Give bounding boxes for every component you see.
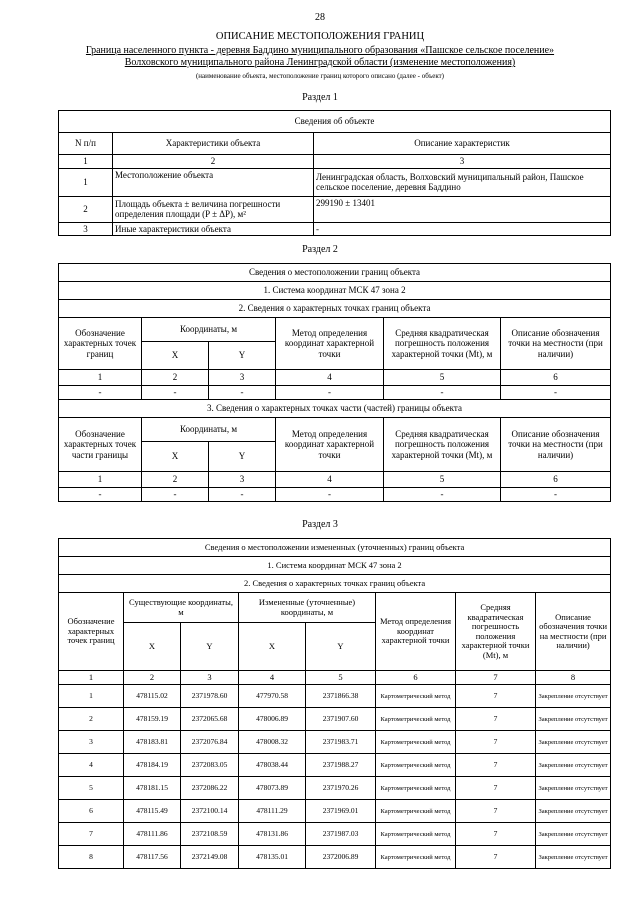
row-index: 3 <box>59 222 113 236</box>
col-number: 7 <box>456 671 536 685</box>
header-point-part: Обозначение характерных точек части границы <box>59 418 142 472</box>
table-row <box>59 708 611 731</box>
col-number: 5 <box>306 671 376 685</box>
table-row <box>59 754 611 777</box>
col-number: 4 <box>239 671 306 685</box>
changed-y: 2372006.89 <box>306 846 376 869</box>
existing-x: 478115.02 <box>124 685 181 708</box>
point-description: Закрепление отсутствует <box>536 708 611 731</box>
existing-y: 2372076.84 <box>181 731 239 754</box>
section3-rows <box>59 685 611 869</box>
error: 7 <box>456 708 536 731</box>
point-id: 5 <box>59 777 124 800</box>
changed-y: 2371907.60 <box>306 708 376 731</box>
point-description: Закрепление отсутствует <box>536 731 611 754</box>
table-row <box>59 777 611 800</box>
method: Картометрический метод <box>376 846 456 869</box>
subtitle-line-2: Волховского муниципального района Ленинградской области (изменение местоположения) <box>124 57 516 68</box>
header-changed-coordinates: Измененные (уточненные) координаты, м <box>239 593 376 623</box>
header-coordinates: Координаты, м <box>142 418 276 442</box>
dash-cell: - <box>276 386 384 400</box>
method: Картометрический метод <box>376 708 456 731</box>
col-number: 3 <box>209 472 276 488</box>
method: Картометрический метод <box>376 823 456 846</box>
section3-heading: Раздел 3 <box>302 519 338 530</box>
section2-heading: Раздел 2 <box>302 244 338 255</box>
error: 7 <box>456 800 536 823</box>
method: Картометрический метод <box>376 800 456 823</box>
point-description: Закрепление отсутствует <box>536 846 611 869</box>
header-description: Описание характеристик <box>314 133 611 155</box>
changed-x: 478111.29 <box>239 800 306 823</box>
dash-cell: - <box>142 386 209 400</box>
header-description: Описание обозначения точки на местности (при наличии) <box>501 418 611 472</box>
dash-cell: - <box>59 488 142 502</box>
header-x: X <box>239 623 306 671</box>
table-row <box>59 488 611 502</box>
changed-x: 478008.32 <box>239 731 306 754</box>
error: 7 <box>456 846 536 869</box>
col-number: 1 <box>59 370 142 386</box>
existing-x: 478117.56 <box>124 846 181 869</box>
method: Картометрический метод <box>376 685 456 708</box>
error: 7 <box>456 823 536 846</box>
existing-y: 2371978.60 <box>181 685 239 708</box>
point-id: 3 <box>59 731 124 754</box>
point-description: Закрепление отсутствует <box>536 754 611 777</box>
existing-x: 478115.49 <box>124 800 181 823</box>
changed-y: 2371866.38 <box>306 685 376 708</box>
dash-cell: - <box>59 386 142 400</box>
table-row <box>59 823 611 846</box>
subtitle-note: (наименование объекта, местоположение границ которого описано (далее - объект) <box>195 72 445 80</box>
col-number: 4 <box>276 370 384 386</box>
changed-x: 478073.89 <box>239 777 306 800</box>
header-y: Y <box>209 442 276 472</box>
col-number: 4 <box>276 472 384 488</box>
existing-y: 2372083.05 <box>181 754 239 777</box>
changed-x: 478038.44 <box>239 754 306 777</box>
col-number: 6 <box>501 370 611 386</box>
header-description: Описание обозначения точки на местности (при наличии) <box>536 593 611 671</box>
point-id: 7 <box>59 823 124 846</box>
dash-cell: - <box>384 386 501 400</box>
existing-y: 2372086.22 <box>181 777 239 800</box>
existing-x: 478111.86 <box>124 823 181 846</box>
object-subtitle <box>60 45 580 69</box>
changed-x: 478135.01 <box>239 846 306 869</box>
coordinate-system: 1. Система координат МСК 47 зона 2 <box>59 282 611 300</box>
row-characteristic: Иные характеристики объекта <box>113 222 314 236</box>
coordinate-system: 1. Система координат МСК 47 зона 2 <box>59 557 611 575</box>
table-row <box>59 386 611 400</box>
row-value: - <box>314 222 611 236</box>
header-x: X <box>124 623 181 671</box>
col-number: 2 <box>142 370 209 386</box>
col-number: 3 <box>181 671 239 685</box>
dash-cell: - <box>209 488 276 502</box>
col-number: 6 <box>501 472 611 488</box>
dash-cell: - <box>142 488 209 502</box>
section1-table <box>58 110 611 236</box>
header-y: Y <box>181 623 239 671</box>
col-number: 5 <box>384 370 501 386</box>
subsection-part-points: 3. Сведения о характерных точках части (частей) границы объекта <box>59 400 611 418</box>
changed-y: 2371988.27 <box>306 754 376 777</box>
existing-x: 478183.81 <box>124 731 181 754</box>
col-number: 3 <box>314 155 611 169</box>
section1-table-title: Сведения об объекте <box>59 111 611 133</box>
header-coordinates: Координаты, м <box>142 318 276 342</box>
section2-table <box>58 263 611 502</box>
row-characteristic: Местоположение объекта <box>113 168 314 196</box>
existing-y: 2372100.14 <box>181 800 239 823</box>
header-x: X <box>142 442 209 472</box>
col-number: 2 <box>142 472 209 488</box>
row-index: 1 <box>59 168 113 196</box>
table-row <box>59 731 611 754</box>
section3-table <box>58 538 611 869</box>
changed-x: 478006.89 <box>239 708 306 731</box>
error: 7 <box>456 731 536 754</box>
changed-x: 478131.86 <box>239 823 306 846</box>
error: 7 <box>456 685 536 708</box>
header-np: N п/п <box>59 133 113 155</box>
header-x: X <box>142 342 209 370</box>
header-characteristics: Характеристики объекта <box>113 133 314 155</box>
changed-x: 477970.58 <box>239 685 306 708</box>
method: Картометрический метод <box>376 731 456 754</box>
section2-title: Сведения о местоположении границ объекта <box>59 264 611 282</box>
table-row <box>59 168 611 196</box>
table-row <box>59 196 611 222</box>
header-point: Обозначение характерных точек границ <box>59 318 142 370</box>
header-y: Y <box>306 623 376 671</box>
dash-cell: - <box>384 488 501 502</box>
col-number: 3 <box>209 370 276 386</box>
row-characteristic: Площадь объекта ± величина погрешности определения площади (P ± ΔP), м² <box>113 196 314 222</box>
existing-x: 478184.19 <box>124 754 181 777</box>
col-number: 8 <box>536 671 611 685</box>
table-row <box>59 685 611 708</box>
header-y: Y <box>209 342 276 370</box>
header-point: Обозначение характерных точек границ <box>59 593 124 671</box>
table-row <box>59 800 611 823</box>
point-description: Закрепление отсутствует <box>536 800 611 823</box>
col-number: 1 <box>59 671 124 685</box>
header-method: Метод определения координат характерной точки <box>276 418 384 472</box>
point-description: Закрепление отсутствует <box>536 685 611 708</box>
point-id: 1 <box>59 685 124 708</box>
page-number: 28 <box>315 12 325 23</box>
header-error: Средняя квадратическая погрешность положения характерной точки (Mt), м <box>384 318 501 370</box>
changed-y: 2371983.71 <box>306 731 376 754</box>
row-value: Ленинградская область, Волховский муниципальный район, Пашское сельское поселение, деревня Баддино <box>314 168 611 196</box>
point-id: 8 <box>59 846 124 869</box>
header-existing-coordinates: Существующие координаты, м <box>124 593 239 623</box>
dash-cell: - <box>501 488 611 502</box>
row-index: 2 <box>59 196 113 222</box>
method: Картометрический метод <box>376 777 456 800</box>
col-number: 2 <box>113 155 314 169</box>
header-method: Метод определения координат характерной точки <box>276 318 384 370</box>
table-row <box>59 222 611 236</box>
existing-x: 478181.15 <box>124 777 181 800</box>
point-id: 4 <box>59 754 124 777</box>
dash-cell: - <box>501 386 611 400</box>
point-description: Закрепление отсутствует <box>536 777 611 800</box>
section1-heading: Раздел 1 <box>302 92 338 103</box>
existing-x: 478159.19 <box>124 708 181 731</box>
existing-y: 2372149.08 <box>181 846 239 869</box>
subsection-boundary-points: 2. Сведения о характерных точках границ объекта <box>59 300 611 318</box>
col-number: 5 <box>384 472 501 488</box>
header-error: Средняя квадратическая погрешность положения характерной точки (Mt), м <box>384 418 501 472</box>
changed-y: 2371987.03 <box>306 823 376 846</box>
subsection-boundary-points: 2. Сведения о характерных точках границ объекта <box>59 575 611 593</box>
col-number: 1 <box>59 472 142 488</box>
error: 7 <box>456 777 536 800</box>
existing-y: 2372108.59 <box>181 823 239 846</box>
header-method: Метод определения координат характерной точки <box>376 593 456 671</box>
section3-title: Сведения о местоположении измененных (уточненных) границ объекта <box>59 539 611 557</box>
point-id: 2 <box>59 708 124 731</box>
table-row <box>59 846 611 869</box>
error: 7 <box>456 754 536 777</box>
point-description: Закрепление отсутствует <box>536 823 611 846</box>
header-description: Описание обозначения точки на местности (при наличии) <box>501 318 611 370</box>
col-number: 1 <box>59 155 113 169</box>
document-title: ОПИСАНИЕ МЕСТОПОЛОЖЕНИЯ ГРАНИЦ <box>215 31 425 42</box>
subtitle-line-1: Граница населенного пункта - деревня Баддино муниципального образования «Пашское сельское поселение» <box>85 45 555 56</box>
header-error: Средняя квадратическая погрешность положения характерной точки (Mt), м <box>456 593 536 671</box>
method: Картометрический метод <box>376 754 456 777</box>
dash-cell: - <box>276 488 384 502</box>
col-number: 6 <box>376 671 456 685</box>
changed-y: 2371969.01 <box>306 800 376 823</box>
col-number: 2 <box>124 671 181 685</box>
changed-y: 2371970.26 <box>306 777 376 800</box>
existing-y: 2372065.68 <box>181 708 239 731</box>
dash-cell: - <box>209 386 276 400</box>
point-id: 6 <box>59 800 124 823</box>
row-value: 299190 ± 13401 <box>314 196 611 222</box>
